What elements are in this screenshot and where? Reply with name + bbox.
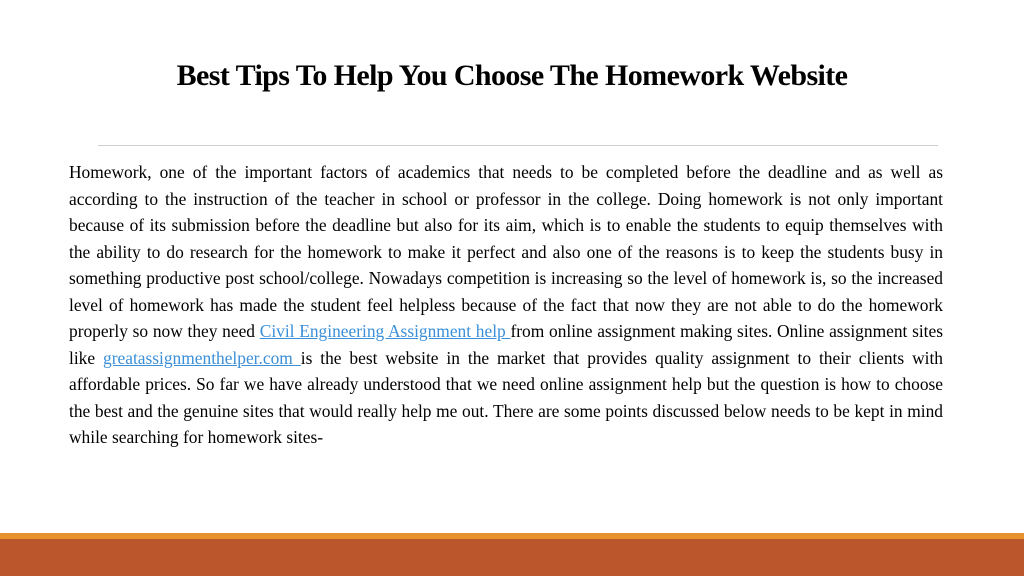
body-paragraph <box>69 159 943 451</box>
paragraph-text-intro: Homework, one of the important factors of academics that needs to be completed before the deadline and as well as according to the instruction of the teacher in school or professor in the college. Doing homework is not only important because of its submission before the deadline but also for its aim, which is to enable the students to equip themselves with the ability to do research for the homework to make it perfect and also one of the reasons is to keep the students busy in something productive post school/college. Nowadays competition is increasing so the level of homework is, so the increased level of homework has made the student feel helpless because of the fact that now they are not able to do the homework properly so now they need <box>69 162 943 341</box>
title-divider <box>98 145 938 146</box>
greatassignmenthelper-link[interactable]: greatassignmenthelper.com <box>103 347 301 368</box>
paragraph-text-middle: from online assignment making sites. Online assignment sites like <box>69 321 943 368</box>
civil-engineering-assignment-help-link[interactable]: Civil Engineering Assignment help <box>259 321 511 341</box>
slide-title: Best Tips To Help You Choose The Homework Website <box>176 59 848 92</box>
paragraph-text-end: is the best website in the market that provides quality assignment to their clients with affordable prices. So far we have already understood that we need online assignment help but the question is how to choose the best and the genuine sites that would really help me out. There are some points discussed below needs to be kept in mind while searching for homework sites- <box>69 347 943 447</box>
footer-band <box>0 539 1024 576</box>
